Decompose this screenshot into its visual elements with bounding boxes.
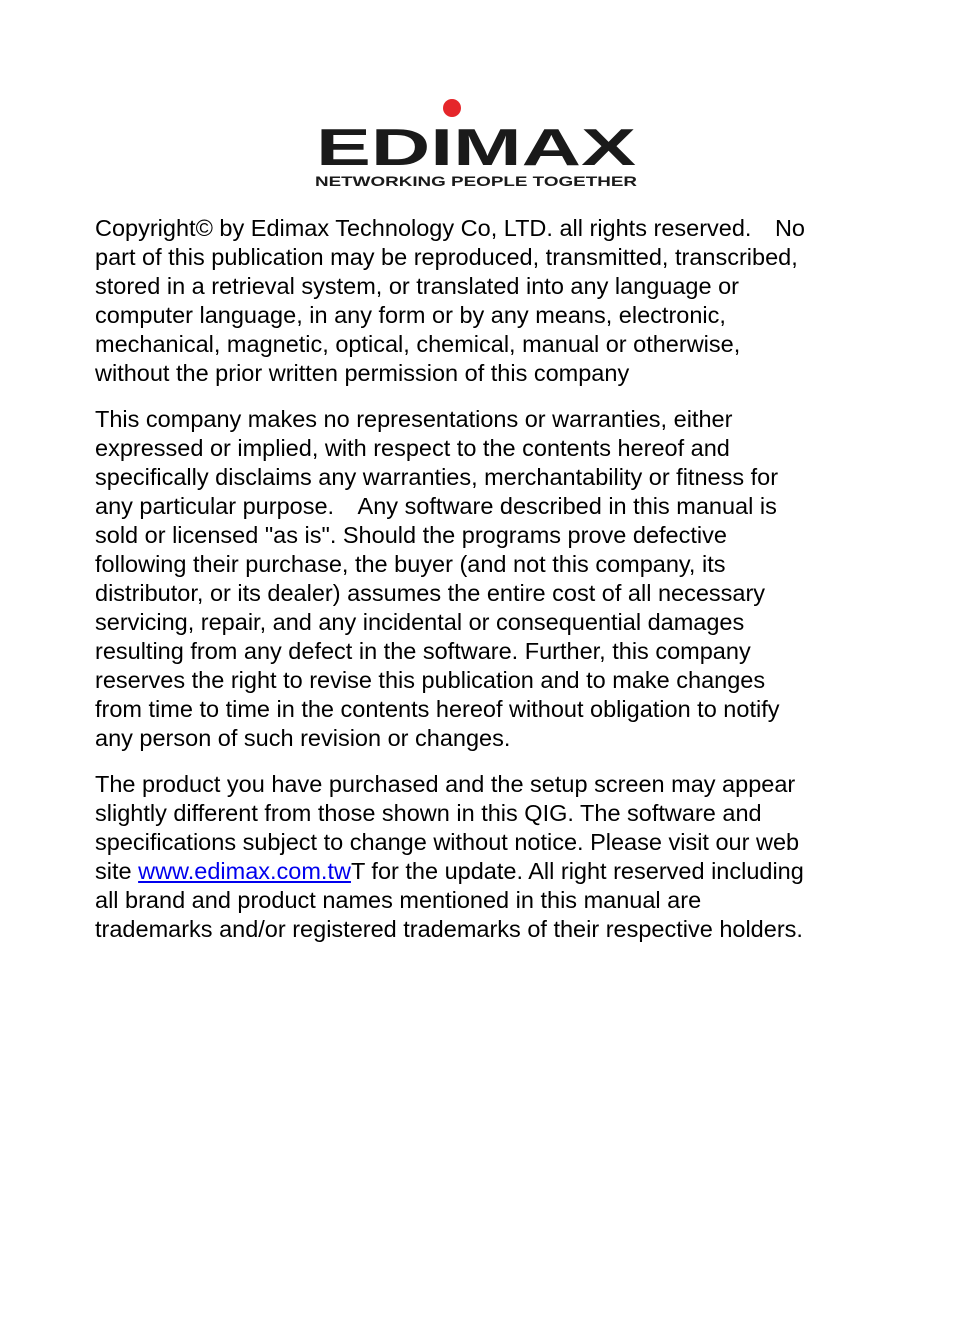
- text-fragment: site: [95, 858, 139, 884]
- text-line-with-link: [95, 857, 870, 886]
- logo-brand-text: EDIMAX: [316, 119, 637, 177]
- text-line: reserves the right to revise this publication and to make changes: [95, 667, 766, 693]
- text-line: resulting from any defect in the software. Further, this company: [95, 638, 751, 664]
- text-line: part of this publication may be reproduced, transmitted, transcribed,: [95, 244, 798, 270]
- text-line: any person of such revision or changes.: [95, 725, 511, 751]
- text-line: any particular purpose. Any software described in this manual is: [95, 493, 777, 519]
- product-paragraph: [95, 770, 870, 944]
- edimax-logo: [306, 95, 646, 195]
- text-line: from time to time in the contents hereof without obligation to notify: [95, 696, 780, 722]
- website-link[interactable]: www.edimax.com.tw: [138, 858, 351, 884]
- text-line: sold or licensed "as is". Should the programs prove defective: [95, 522, 727, 548]
- text-fragment: T for the update. All right reserved including: [350, 858, 804, 884]
- text-line: without the prior written permission of this company: [95, 360, 630, 386]
- text-line: specifications subject to change without notice. Please visit our web: [95, 829, 800, 855]
- logo-red-dot: [443, 99, 461, 117]
- text-line: following their purchase, the buyer (and not this company, its: [95, 551, 726, 577]
- text-line: This company makes no representations or warranties, either: [95, 406, 733, 432]
- text-line: expressed or implied, with respect to the contents hereof and: [95, 435, 730, 461]
- text-line: stored in a retrieval system, or translated into any language or: [95, 273, 739, 299]
- logo-tagline: NETWORKING PEOPLE TOGETHER: [315, 173, 637, 189]
- text-line: Copyright© by Edimax Technology Co, LTD. all rights reserved. No: [95, 215, 805, 241]
- text-line: mechanical, magnetic, optical, chemical, manual or otherwise,: [95, 331, 741, 357]
- disclaimer-paragraph: [95, 405, 870, 753]
- text-line: trademarks and/or registered trademarks of their respective holders.: [95, 916, 803, 942]
- text-line: distributor, or its dealer) assumes the entire cost of all necessary: [95, 580, 766, 606]
- text-line: all brand and product names mentioned in this manual are: [95, 887, 702, 913]
- text-line: servicing, repair, and any incidental or consequential damages: [95, 609, 745, 635]
- copyright-paragraph: [95, 214, 870, 388]
- edimax-logo-graphic: [306, 95, 646, 195]
- document-body: [95, 214, 870, 961]
- text-line: computer language, in any form or by any means, electronic,: [95, 302, 726, 328]
- text-line: slightly different from those shown in this QIG. The software and: [95, 800, 762, 826]
- text-line: specifically disclaims any warranties, merchantability or fitness for: [95, 464, 779, 490]
- text-line: The product you have purchased and the setup screen may appear: [95, 771, 796, 797]
